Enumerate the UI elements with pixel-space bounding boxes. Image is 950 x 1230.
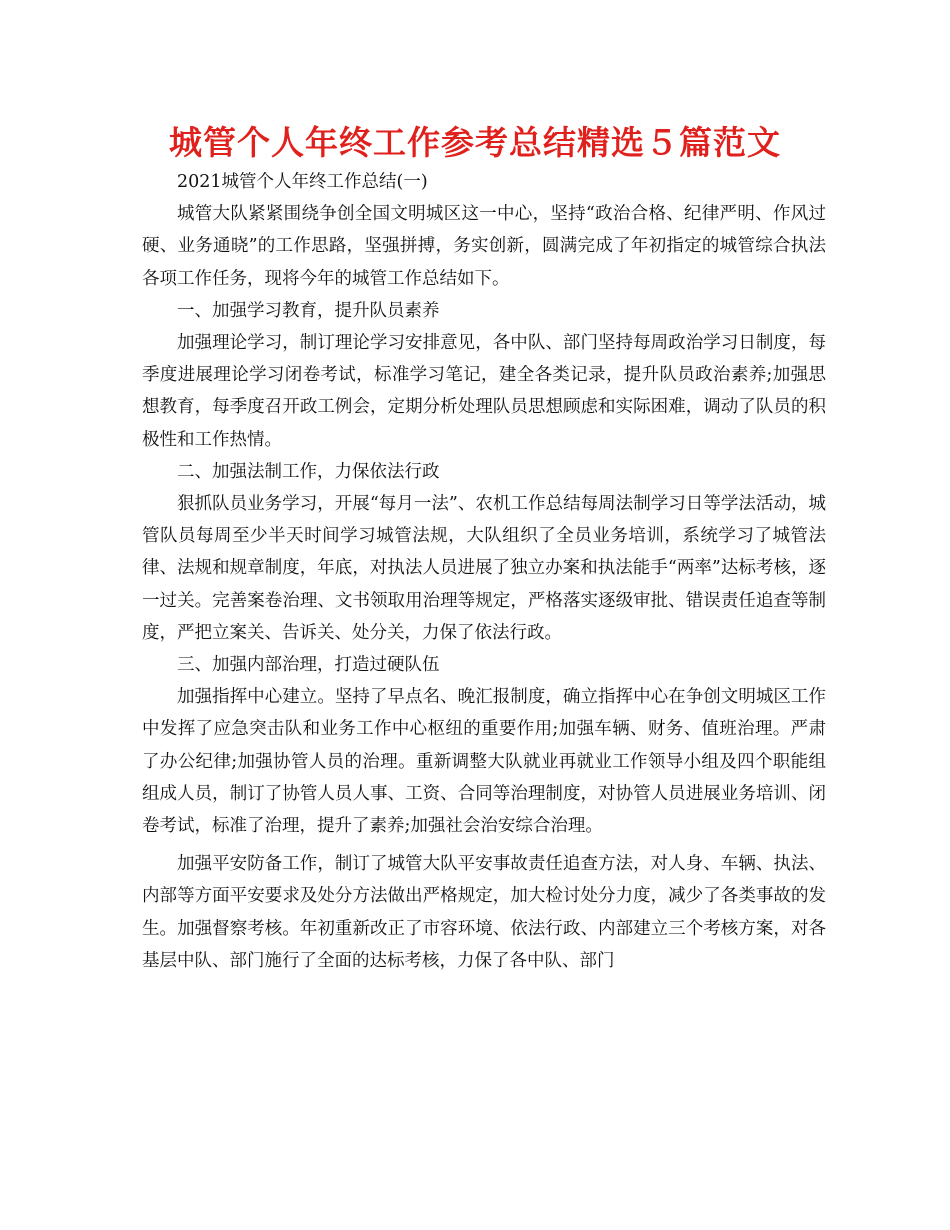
section-heading: 一、加强学习教育，提升队员素养	[177, 300, 440, 321]
section-heading: 二、加强法制工作，力保依法行政	[177, 461, 440, 482]
section-subtitle: 2021城管个人年终工作总结(一)	[177, 172, 428, 192]
section-heading: 三、加强内部治理，打造过硬队伍	[177, 655, 440, 676]
paragraph: 加强理论学习，制订理论学习安排意见，各中队、部门坚持每周政治学习日制度，每季度进展理论学习闭卷考试，标准学习笔记，建全各类记录，提升队员政治素养;加强思想教育，每季度召开政工例会，定期分析处理队员思想顾虑和实际困难，调动了队员的积极性和工作热情。	[142, 333, 826, 450]
paragraph: 加强指挥中心建立。坚持了早点名、晚汇报制度，确立指挥中心在争创文明城区工作中发挥了应急突击队和业务工作中心枢纽的重要作用;加强车辆、财务、值班治理。严肃了办公纪律;加强协管人员的治理。重新调整大队就业再就业工作领导小组及四个职能组组成人员，制订了协管人员人事、工资、合同等治理制度，对协管人员进展业务培训、闭卷考试，标准了治理，提升了素养;加强社会治安综合治理。	[142, 687, 826, 837]
paragraph: 加强平安防备工作，制订了城管大队平安事故责任追查方法，对人身、车辆、执法、内部等方面平安要求及处分方法做出严格规定，加大检讨处分力度，减少了各类事故的发生。加强督察考核。年初重新改正了市容环境、依法行政、内部建立三个考核方案，对各基层中队、部门施行了全面的达标考核，力保了各中队、部门	[142, 854, 826, 971]
document-title: 城管个人年终工作参考总结精选５篇范文	[169, 123, 781, 162]
document-body	[142, 166, 826, 977]
paragraph: 城管大队紧紧围绕争创全国文明城区这一中心，坚持“政治合格、纪律严明、作风过硬、业务通晓”的工作思路，坚强拼搏，务实创新，圆满完成了年初指定的城管综合执法各项工作任务，现将今年的城管工作总结如下。	[142, 204, 826, 289]
paragraph: 狠抓队员业务学习，开展“每月一法”、农机工作总结每周法制学习日等学法活动，城管队员每周至少半天时间学习城管法规，大队组织了全员业务培训，系统学习了城管法律、法规和规章制度，年底，对执法人员进展了独立办案和执法能手“两率”达标考核，逐一过关。完善案卷治理、文书领取用治理等规定，严格落实逐级审批、错误责任追查等制度，严把立案关、告诉关、处分关，力保了依法行政。	[142, 494, 826, 643]
